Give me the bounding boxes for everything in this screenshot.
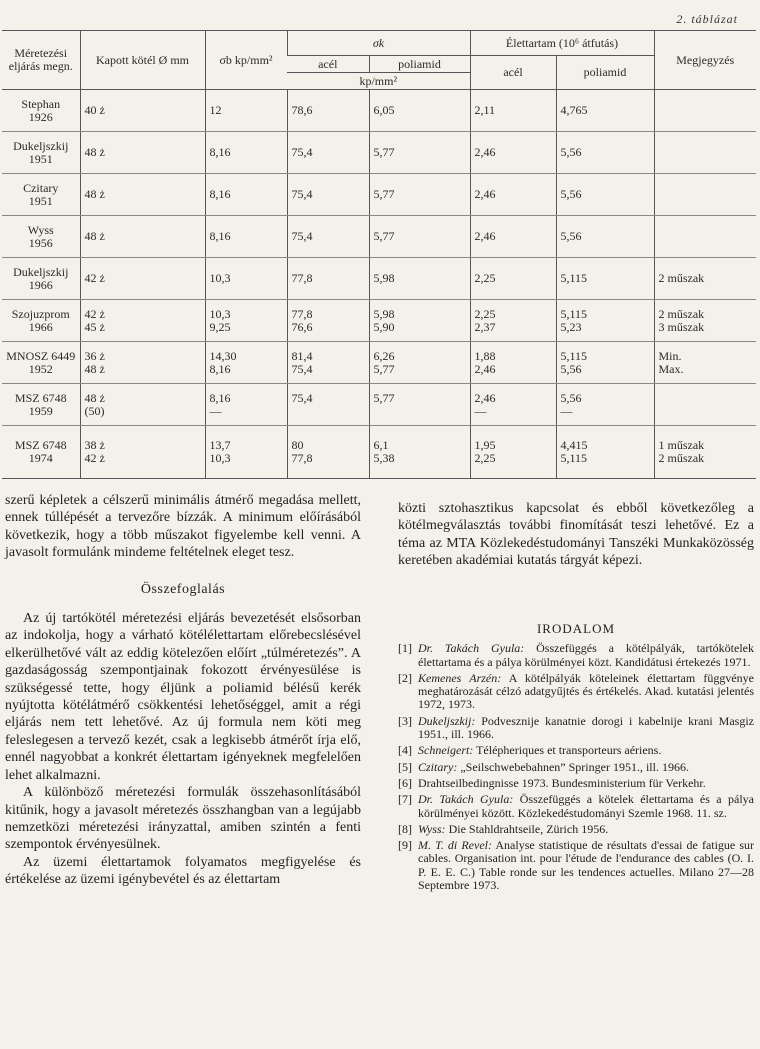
cell-method [2,342,80,384]
cell-value: 5,77 [373,361,395,376]
cell-sigma-k-acel [287,426,369,479]
summary-paragraph-2: A különböző méretezési formulák összehasonlításából kitűnik, hogy a javasolt méretezés összhangban van a legújabb nemzetközi méretezési irányzattal, amiben szintén a fenti szempontok érvényesülnek. [5,785,361,853]
summary-paragraph-3: Az üzemi élettartamok folyamatos megfigyelése és értékelése az üzemi igénybevétel és az élettartam [5,854,361,888]
cell-value: 4,415 [560,438,588,452]
cell-sigma-b [205,426,287,479]
cell-diameter [80,174,205,216]
method-year: 1966 [28,277,53,292]
cell-value: 77,8 [291,451,313,465]
header-method: Méretezési eljárás megn. [2,31,80,90]
method-year: 1956 [28,235,53,250]
data-table [2,30,756,479]
cell-life-poliamid [556,342,654,384]
header-unit: kp/mm² [287,73,470,90]
references-heading: IRODALOM [536,621,616,636]
method-name: Czitary [23,180,59,195]
cell-diameter [80,90,205,132]
cell-diameter [80,342,205,384]
cell-diameter [80,300,205,342]
header-life-poliamid: poliamid [556,56,654,90]
reference-item [398,793,754,820]
cell-sigma-b [205,300,287,342]
cell-life-poliamid [556,216,654,258]
cell-value: 14,30 [209,348,237,363]
cell-sigma-k-poliamid [369,258,470,300]
method-year: 1951 [28,193,53,208]
cell-value: 3 műszak [658,319,705,334]
reference-number: [4] [398,743,412,758]
cell-sigma-k-poliamid [369,90,470,132]
reference-title: Podvesznije kanatnie dorogi i kabelnije krani Masgiz 1951., ill. 1966. [418,713,754,742]
cell-value: Max. [658,361,684,376]
reference-number: [1] [398,641,412,656]
reference-text [418,777,754,790]
cell-value: 1,88 [474,348,496,363]
right-intro: közti sztohasztikus kapcsolat és ebből következőleg a kötélmegválasztás további finomítását teszi lehetővé. Ez a téma az MTA Közlekedéstudományi Tanszéki Munkaközösség keretében akadémiai kutatás tárgyát képezi. [398,501,754,569]
reference-title: Drahtseilbedingnisse 1973. Bundesministerium für Verkehr. [418,775,706,790]
table-row [2,384,756,426]
reference-title: Analyse statistique de résultats d'essai de fatigue sur cables. Organisation int. pour l'étude de l'endurance des cables (O. I. P. E. E. C.) Table ronde sur les tendences actuelles. Milano 27—28 Septembre 1973. [418,838,754,893]
cell-value [659,104,753,117]
cell-value: 45 ż [84,319,105,334]
reference-item [398,672,754,712]
cell-value: 2,37 [474,319,496,334]
cell-sigma-k-acel [287,216,369,258]
method-year: 1959 [28,403,53,418]
table-tag: 2. táblázat [676,12,738,26]
cell-value: 5,115 [560,348,588,363]
reference-author: Dr. Takách Gyula: [418,792,514,807]
header-remarks: Megjegyzés [654,31,756,90]
cell-value: 75,4 [291,390,313,405]
cell-life-acel [470,174,556,216]
cell-value: 75,4 [291,145,313,159]
cell-value: 2,46 [474,187,496,201]
header-lifetime: Élettartam (10⁶ átfutás) [470,31,654,56]
reference-text [418,823,754,836]
cell-value: 5,56 [560,361,582,376]
cell-value: 5,98 [373,271,395,285]
cell-remarks [654,426,756,479]
reference-number: [7] [398,792,412,807]
table-body [2,90,756,479]
cell-diameter [80,132,205,174]
summary-heading: Összefoglalás [140,581,226,597]
cell-sigma-k-poliamid [369,426,470,479]
cell-life-acel [470,90,556,132]
cell-value: — [474,403,487,418]
cell-value: Min. [658,348,682,363]
reference-text [418,744,754,757]
table-row [2,258,756,300]
method-name: MNOSZ 6449 [6,348,76,363]
cell-life-acel [470,132,556,174]
cell-value: 2,46 [474,145,496,159]
cell-value: 38 ż [84,438,105,452]
cell-diameter [80,258,205,300]
cell-value: 8,16 [209,229,231,243]
table-row [2,132,756,174]
reference-list [398,642,754,892]
reference-item [398,642,754,669]
cell-value: 5,38 [373,451,395,465]
cell-value: 48 ż [84,229,105,243]
cell-method [2,90,80,132]
cell-value: 48 ż [84,361,105,376]
cell-value: 6,26 [373,348,395,363]
reference-title: A kötélpályák köteleinek élettartam függvénye meghatározását célzó adatgyűjtés és értékelés. Akad. kutatási jelentés 1972, 1973. [418,670,755,712]
cell-sigma-k-poliamid [369,174,470,216]
cell-value: 36 ż [84,348,105,363]
cell-value: 75,4 [291,187,313,201]
header-life-acel: acél [470,56,556,90]
cell-value [659,230,753,243]
reference-item [398,777,754,790]
cell-sigma-k-acel [287,90,369,132]
cell-value: 2,46 [474,361,496,376]
reference-title: Összefüggés a kötélpályák, tartókötelek élettartama és a pálya körülményei közt. Kandidátusi értekezés 1971. [418,641,754,669]
cell-value: 4,765 [560,103,588,117]
cell-value: 5,98 [373,306,395,321]
cell-diameter [80,216,205,258]
table-row [2,216,756,258]
cell-value: 5,77 [373,390,395,405]
reference-number: [5] [398,759,412,774]
cell-sigma-k-acel [287,384,369,426]
method-year: 1966 [28,319,53,334]
table-row [2,300,756,342]
cell-value: 42 ż [84,306,105,321]
table-row [2,174,756,216]
method-name: Stephan [21,96,61,111]
reference-number: [9] [398,838,412,853]
table-row [2,90,756,132]
cell-method [2,216,80,258]
cell-sigma-k-acel [287,258,369,300]
cell-sigma-k-acel [287,174,369,216]
cell-value: 5,77 [373,145,395,159]
method-name: Szojuzprom [11,306,70,321]
header-diameter: Kapott kötél Ø mm [80,31,205,90]
cell-value: 12 [209,103,222,117]
cell-value: 5,56 [560,229,582,243]
cell-value: 75,4 [291,229,313,243]
header-sigma-k: σk [287,31,470,56]
cell-remarks [654,342,756,384]
reference-number: [8] [398,821,412,836]
cell-value: 2 műszak [658,451,705,465]
cell-life-acel [470,384,556,426]
cell-value: 2,25 [474,451,496,465]
reference-number: [3] [398,713,412,728]
cell-sigma-b [205,174,287,216]
cell-life-poliamid [556,384,654,426]
cell-value: — [560,403,573,418]
reference-text [418,761,754,774]
reference-item [398,744,754,757]
cell-value: 5,115 [560,451,588,465]
cell-sigma-k-poliamid [369,300,470,342]
cell-value: 48 ż [84,187,105,201]
cell-value: 5,77 [373,229,395,243]
cell-value: 10,3 [209,451,231,465]
cell-value: 5,115 [560,306,588,321]
cell-value: 8,16 [209,361,231,376]
cell-value: 2 műszak [658,306,705,321]
reference-text [418,672,754,712]
header-poliamid: poliamid [369,56,470,73]
cell-sigma-b [205,216,287,258]
reference-author: Czitary: [418,759,458,774]
cell-value: 1 műszak [658,438,705,452]
cell-value: 5,90 [373,319,395,334]
cell-value: 5,23 [560,319,582,334]
cell-life-poliamid [556,174,654,216]
cell-value: 6,05 [373,103,395,117]
cell-remarks [654,300,756,342]
cell-value [659,188,753,201]
cell-value: 5,77 [373,187,395,201]
reference-title: Die Stahldrahtseile, Zürich 1956. [445,821,609,836]
cell-life-poliamid [556,132,654,174]
reference-title: Télépheriques et transporteurs aériens. [473,743,662,758]
cell-life-poliamid [556,426,654,479]
cell-method [2,300,80,342]
reference-title: Összefüggés a kötelek élettartama és a pálya körülményei között. Közlekedéstudományi Szemle 1968. 11. sz. [418,792,754,820]
cell-value: 8,16 [209,145,231,159]
left-intro: szerű képletek a célszerű minimális átmérő megadása mellett, ennek túllépését a tervezőre bízzák. A minimum előírásából következik, hogy a több műszakot figyelembe kell venni. A javasolt formulánk mindeme feltételnek eleget tesz. [5,493,361,561]
cell-value: 80 [291,438,304,452]
reference-text [418,839,754,892]
header-acel: acél [287,56,369,73]
cell-life-acel [470,426,556,479]
reference-item [398,761,754,774]
cell-value: 77,8 [291,306,313,321]
cell-value: 78,6 [291,103,313,117]
summary-paragraph-1: Az új tartókötél méretezési eljárás bevezetését elsősorban az indokolja, hogy a várható kötélélettartam előrebecslésével elkerülhetővé vált az eddig kötelezően előírt „túlméretezés”. A gazdaságosság szempontjainak fokozott érvényesülése is szükségessé tette, hogy éljünk a poliamid bélésű kerék nyújtotta kötélátmérő csökkentési lehetőséggel, amit a régi eljárás nem tett lehetővé. Az új formula nem köti meg feleslegesen a tervező kezét, csak a legkisebb átmérőt írja elő, ennél nagyobbat a konkrét élettartam igényeknek megfelelően lehet alkalmazni. [5,611,361,783]
cell-remarks [654,132,756,174]
method-name: Dukeljszkij [13,264,69,279]
cell-sigma-k-acel [287,132,369,174]
cell-sigma-k-poliamid [369,216,470,258]
table-row [2,342,756,384]
cell-value [659,398,753,411]
cell-value: 2,11 [474,103,496,117]
cell-value: 40 ż [84,103,105,117]
reference-author: Kemenes Arzén: [418,670,502,685]
method-year: 1926 [28,109,53,124]
cell-sigma-b [205,132,287,174]
cell-value [659,146,753,159]
cell-method [2,426,80,479]
cell-life-acel [470,216,556,258]
cell-life-poliamid [556,258,654,300]
cell-value: 10,3 [209,306,231,321]
cell-value: 2,46 [474,390,496,405]
cell-value: 75,4 [291,361,313,376]
cell-life-acel [470,342,556,384]
cell-sigma-k-poliamid [369,342,470,384]
cell-life-acel [470,258,556,300]
cell-diameter [80,426,205,479]
cell-value: 2,25 [474,306,496,321]
reference-number: [6] [398,775,412,790]
cell-sigma-k-poliamid [369,384,470,426]
cell-value: 5,56 [560,145,582,159]
header-sigma-b: σb kp/mm² [205,31,287,90]
left-column [5,492,361,889]
cell-value: 5,115 [560,271,588,285]
cell-value [292,405,365,418]
cell-sigma-b [205,258,287,300]
reference-item [398,839,754,892]
cell-remarks [654,258,756,300]
cell-value: 76,6 [291,319,313,334]
reference-author: Dr. Takách Gyula: [418,641,525,656]
cell-sigma-b [205,90,287,132]
cell-value [374,405,466,418]
cell-remarks [654,174,756,216]
cell-value: 10,3 [209,271,231,285]
references [398,622,754,895]
reference-number: [2] [398,670,412,685]
cell-remarks [654,384,756,426]
cell-value: 42 ż [84,451,105,465]
right-column [398,500,754,570]
cell-life-poliamid [556,90,654,132]
cell-method [2,258,80,300]
cell-diameter [80,384,205,426]
reference-text [418,642,754,669]
reference-item [398,715,754,742]
reference-text [418,793,754,820]
cell-value: 1,95 [474,438,496,452]
method-year: 1951 [28,151,53,166]
cell-value: 2 műszak [658,271,705,285]
cell-method [2,174,80,216]
cell-value: 48 ż [84,390,105,405]
cell-value: 8,16 [209,187,231,201]
cell-value: 81,4 [291,348,313,363]
cell-method [2,384,80,426]
cell-life-poliamid [556,300,654,342]
cell-value: 9,25 [209,319,231,334]
method-name: MSZ 6748 [14,390,67,405]
cell-value: 77,8 [291,271,313,285]
cell-method [2,132,80,174]
reference-text [418,715,754,742]
table-row [2,426,756,479]
cell-value: 2,46 [474,229,496,243]
cell-value: 8,16 [209,390,231,405]
cell-value: (50) [84,403,105,418]
cell-value: 5,56 [560,390,582,405]
method-year: 1952 [28,361,53,376]
reference-item [398,823,754,836]
cell-sigma-k-poliamid [369,132,470,174]
cell-sigma-b [205,342,287,384]
cell-remarks [654,216,756,258]
cell-sigma-k-acel [287,300,369,342]
reference-author: Dukeljszkij: [418,713,476,728]
reference-author: Schneigert: [418,743,474,758]
cell-life-acel [470,300,556,342]
cell-sigma-k-acel [287,342,369,384]
cell-value: — [209,403,222,418]
method-name: Dukeljszkij [13,138,69,153]
cell-value: 42 ż [84,271,105,285]
cell-value: 6,1 [373,438,389,452]
method-year: 1974 [28,451,53,465]
cell-value: 5,56 [560,187,582,201]
cell-sigma-b [205,384,287,426]
cell-value: 13,7 [209,438,231,452]
cell-value: 2,25 [474,271,496,285]
reference-title: „Seilschwebebahnen” Springer 1951., ill. 1966. [457,759,689,774]
reference-author: M. T. di Revel: [418,838,492,853]
cell-remarks [654,90,756,132]
reference-author: Wyss: [418,821,446,836]
method-name: MSZ 6748 [14,438,67,452]
cell-value: 48 ż [84,145,105,159]
method-name: Wyss [27,222,54,237]
